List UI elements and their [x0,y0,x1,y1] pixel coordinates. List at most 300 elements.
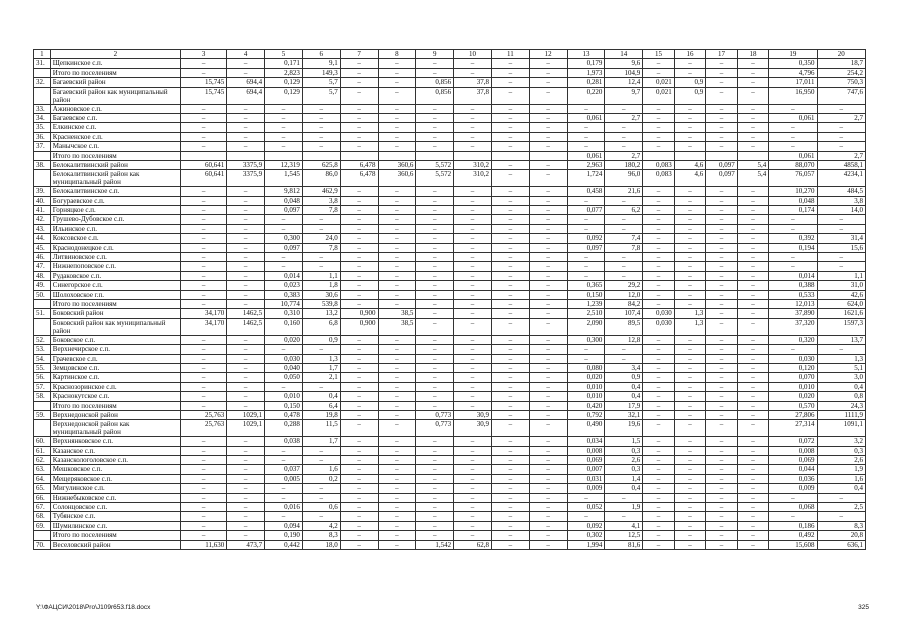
row-number-cell: 67. [34,503,51,512]
row-number-cell: 70. [34,540,51,549]
value-cell: – [302,262,340,271]
row-number-cell: 45. [34,243,51,252]
value-cell: 96,0 [605,170,643,187]
value-cell: – [378,493,416,502]
value-cell: – [737,335,769,344]
value-cell: – [737,196,769,205]
value-cell: – [378,68,416,77]
value-cell: – [181,290,227,299]
value-cell: 25,763 [181,420,227,437]
territory-name-cell: Багаевский район [50,78,180,87]
value-cell: – [737,290,769,299]
column-number-cell: 3 [181,50,227,59]
value-cell: – [378,224,416,233]
value-cell: 0,320 [769,335,817,344]
value-cell: – [340,401,378,410]
value-cell: 0,021 [643,87,675,104]
value-cell: – [643,345,675,354]
value-cell: 5,4 [737,160,769,169]
value-cell: – [181,465,227,474]
value-cell: 30,9 [454,420,492,437]
value-cell: – [706,540,738,549]
value-cell: – [706,243,738,252]
value-cell [265,151,303,160]
value-cell: – [817,132,865,141]
value-cell: – [227,290,265,299]
value-cell: – [340,531,378,540]
value-cell: 0,030 [643,309,675,318]
value-cell: – [737,503,769,512]
value-cell: – [265,113,303,122]
value-cell: – [674,299,706,308]
value-cell: 694,4 [227,78,265,87]
value-cell: 30,9 [454,410,492,419]
value-cell: – [416,215,454,224]
table-row [34,382,866,391]
value-cell: – [416,531,454,540]
value-cell: 5,572 [416,170,454,187]
table-row [34,68,866,77]
row-number-cell [34,401,51,410]
value-cell: 9,812 [265,187,303,196]
value-cell: 30,6 [302,290,340,299]
value-cell: – [378,299,416,308]
value-cell: 2,7 [817,151,865,160]
value-cell: – [567,215,605,224]
value-cell: – [737,493,769,502]
value-cell: – [302,253,340,262]
value-cell: 2,6 [605,456,643,465]
value-cell: – [529,59,567,68]
value-cell: – [706,196,738,205]
value-cell: – [340,474,378,483]
value-cell: – [454,262,492,271]
value-cell: – [817,215,865,224]
value-cell: – [227,196,265,205]
table-row [34,123,866,132]
value-cell: – [529,474,567,483]
value-cell: 0,3 [605,446,643,455]
value-cell: – [491,420,529,437]
value-cell: 0,350 [769,59,817,68]
value-cell: – [674,446,706,455]
value-cell: – [529,493,567,502]
value-cell: – [706,437,738,446]
value-cell: 7,4 [605,234,643,243]
value-cell: – [416,281,454,290]
value-cell: – [529,382,567,391]
value-cell: – [416,299,454,308]
value-cell: – [737,262,769,271]
value-cell: 1,6 [302,465,340,474]
value-cell: – [227,503,265,512]
value-cell: 0,038 [265,437,303,446]
value-cell: 0,300 [567,335,605,344]
value-cell: – [416,59,454,68]
value-cell: – [529,512,567,521]
value-cell: – [340,196,378,205]
value-cell: – [378,446,416,455]
value-cell: 0,083 [643,160,675,169]
value-cell: – [643,281,675,290]
value-cell: – [491,437,529,446]
row-number-cell: 55. [34,363,51,372]
row-number-cell: 58. [34,392,51,401]
value-cell: – [529,410,567,419]
value-cell: 0,9 [605,373,643,382]
value-cell: – [181,446,227,455]
value-cell: – [181,437,227,446]
table-row [34,196,866,205]
value-cell: – [737,465,769,474]
value-cell: – [737,281,769,290]
value-cell: 12,0 [605,290,643,299]
value-cell: – [529,446,567,455]
value-cell: – [454,345,492,354]
column-number-cell: 18 [737,50,769,59]
value-cell: 9,1 [302,59,340,68]
table-row [34,354,866,363]
value-cell: – [378,540,416,549]
value-cell: 1,7 [302,363,340,372]
table-row [34,151,866,160]
row-number-cell: 36. [34,132,51,141]
value-cell: 5,1 [817,363,865,372]
value-cell: 0,009 [567,484,605,493]
territory-name-cell: Ильинское с.п. [50,224,180,233]
value-cell: – [529,309,567,318]
territory-name-cell: Тубянское с.п. [50,512,180,521]
value-cell: – [567,345,605,354]
value-cell: 0,037 [265,465,303,474]
table-row [34,187,866,196]
value-cell: – [340,465,378,474]
value-cell: – [378,410,416,419]
value-cell: – [605,493,643,502]
value-cell: – [737,271,769,280]
value-cell: – [674,281,706,290]
value-cell: – [605,142,643,151]
value-cell: 0,150 [567,290,605,299]
value-cell: – [227,345,265,354]
value-cell: – [340,335,378,344]
value-cell: 0,220 [567,87,605,104]
territory-name-cell: Горняцкое с.п. [50,206,180,215]
value-cell: – [340,420,378,437]
value-cell: – [674,392,706,401]
table-row [34,335,866,344]
value-cell: – [454,531,492,540]
value-cell: – [302,132,340,141]
value-cell: – [491,345,529,354]
value-cell: – [454,243,492,252]
value-cell: 3,0 [817,373,865,382]
value-cell: – [769,142,817,151]
table-row [34,160,866,169]
territory-name-cell: Красненское с.п. [50,132,180,141]
table-row [34,392,866,401]
value-cell: – [529,345,567,354]
value-cell: – [181,335,227,344]
table-row [34,271,866,280]
value-cell: – [378,335,416,344]
value-cell: – [181,512,227,521]
value-cell: 0,010 [567,382,605,391]
table-row [34,363,866,372]
column-number-cell: 17 [706,50,738,59]
value-cell: – [416,318,454,335]
value-cell: 4,6 [674,160,706,169]
row-number-cell: 69. [34,521,51,530]
value-cell: – [227,493,265,502]
value-cell: – [181,215,227,224]
value-cell: 0,050 [265,373,303,382]
value-cell: – [181,484,227,493]
value-cell: – [737,345,769,354]
value-cell: – [302,142,340,151]
value-cell: 9,7 [605,87,643,104]
value-cell: – [340,363,378,372]
column-number-cell: 13 [567,50,605,59]
column-number-cell: 16 [674,50,706,59]
value-cell: – [340,215,378,224]
value-cell: – [454,503,492,512]
value-cell: – [674,215,706,224]
value-cell: – [605,262,643,271]
value-cell: – [416,345,454,354]
value-cell: – [643,123,675,132]
value-cell: 6,478 [340,160,378,169]
value-cell: 310,2 [454,160,492,169]
value-cell: – [491,142,529,151]
value-cell: – [340,78,378,87]
value-cell: 360,6 [378,170,416,187]
value-cell: – [340,262,378,271]
value-cell: – [737,446,769,455]
value-cell: 462,9 [302,187,340,196]
footer-file-path: Y:\ФАЦСИ\2018\Pro\J109r653.f18.docx [36,604,151,611]
value-cell: – [674,401,706,410]
value-cell: – [491,318,529,335]
value-cell: – [737,68,769,77]
value-cell: – [378,281,416,290]
value-cell: 37,8 [454,87,492,104]
territory-name-cell: Багаевское с.п. [50,113,180,122]
value-cell: – [706,503,738,512]
column-number-cell: 11 [491,50,529,59]
column-number-cell: 12 [529,50,567,59]
value-cell: 0,083 [643,170,675,187]
value-cell: – [227,224,265,233]
value-cell: – [674,234,706,243]
value-cell: – [643,196,675,205]
value-cell: – [302,113,340,122]
value-cell: – [454,196,492,205]
territory-name-cell: Грачевское с.п. [50,354,180,363]
value-cell: 21,6 [605,187,643,196]
value-cell: 0,061 [769,151,817,160]
value-cell: – [340,253,378,262]
row-number-cell [34,68,51,77]
column-number-cell: 8 [378,50,416,59]
value-cell: – [227,253,265,262]
value-cell: – [340,123,378,132]
value-cell: 0,097 [706,160,738,169]
value-cell: 0,281 [567,78,605,87]
value-cell: – [674,345,706,354]
value-cell: – [674,113,706,122]
value-cell: – [643,493,675,502]
value-cell: 1,542 [416,540,454,549]
value-cell: 1,3 [674,309,706,318]
value-cell: – [416,484,454,493]
value-cell: 0,072 [769,437,817,446]
value-cell: – [227,271,265,280]
territory-name-cell: Литвиновское с.п. [50,253,180,262]
value-cell: – [737,224,769,233]
value-cell: – [491,493,529,502]
value-cell: – [643,132,675,141]
value-cell: 310,2 [454,170,492,187]
value-cell: – [302,456,340,465]
value-cell: – [529,206,567,215]
value-cell [491,151,529,160]
value-cell: 0,900 [340,318,378,335]
territory-name-cell: Итого по поселениям [50,401,180,410]
value-cell: – [674,335,706,344]
value-cell: 3375,9 [227,160,265,169]
table-row [34,104,866,113]
value-cell: – [340,456,378,465]
value-cell: – [567,132,605,141]
row-number-cell: 42. [34,215,51,224]
value-cell: – [737,401,769,410]
value-cell: 10,270 [769,187,817,196]
value-cell: – [529,318,567,335]
value-cell: – [454,59,492,68]
column-number-cell: 10 [454,50,492,59]
value-cell: 107,4 [605,309,643,318]
value-cell: – [674,484,706,493]
value-cell: – [378,196,416,205]
value-cell: 0,773 [416,410,454,419]
value-cell: – [643,187,675,196]
row-number-cell: 50. [34,290,51,299]
value-cell: – [706,401,738,410]
row-number-cell: 57. [34,382,51,391]
value-cell: – [181,373,227,382]
value-cell: 0,080 [567,363,605,372]
value-cell: 0,016 [265,503,303,512]
value-cell: 12,5 [605,531,643,540]
value-cell: – [454,113,492,122]
value-cell: – [706,456,738,465]
value-cell: – [454,465,492,474]
value-cell: – [454,521,492,530]
value-cell: 11,5 [302,420,340,437]
table-row [34,78,866,87]
table-row [34,345,866,354]
value-cell: – [265,253,303,262]
value-cell: – [643,354,675,363]
value-cell: 7,8 [302,206,340,215]
territory-name-cell: Манычское с.п. [50,142,180,151]
row-number-cell: 49. [34,281,51,290]
row-number-cell: 47. [34,262,51,271]
value-cell: – [378,234,416,243]
value-cell: – [643,373,675,382]
table-row [34,243,866,252]
value-cell: 2,090 [567,318,605,335]
value-cell: – [227,299,265,308]
value-cell: – [227,512,265,521]
value-cell: – [340,234,378,243]
value-cell: – [643,540,675,549]
value-cell: – [567,271,605,280]
value-cell: – [643,531,675,540]
value-cell: – [737,59,769,68]
value-cell [674,151,706,160]
value-cell: 0,4 [605,382,643,391]
value-cell: – [567,196,605,205]
value-cell: – [706,318,738,335]
value-cell: – [817,345,865,354]
value-cell: – [378,104,416,113]
value-cell: – [769,224,817,233]
value-cell: 13,2 [302,309,340,318]
value-cell: 0,097 [706,170,738,187]
value-cell: – [674,540,706,549]
value-cell: 1,5 [605,437,643,446]
value-cell: – [567,224,605,233]
value-cell: – [181,123,227,132]
table-row [34,474,866,483]
value-cell: – [643,206,675,215]
value-cell: 2,510 [567,309,605,318]
value-cell: 1,994 [567,540,605,549]
value-cell: – [737,484,769,493]
row-number-cell: 59. [34,410,51,419]
value-cell: – [181,474,227,483]
value-cell: 1462,5 [227,309,265,318]
value-cell: – [181,243,227,252]
value-cell: – [227,474,265,483]
value-cell: – [181,206,227,215]
row-number-cell: 52. [34,335,51,344]
value-cell: – [454,290,492,299]
value-cell: – [227,531,265,540]
value-cell: – [737,318,769,335]
value-cell: 0,068 [769,503,817,512]
value-cell: – [340,503,378,512]
value-cell: – [454,299,492,308]
value-cell: 0,194 [769,243,817,252]
value-cell: – [181,456,227,465]
value-cell: – [529,170,567,187]
row-number-cell: 34. [34,113,51,122]
value-cell: – [769,253,817,262]
table-row [34,465,866,474]
value-cell [340,151,378,160]
value-cell: – [737,456,769,465]
value-cell: 0,030 [769,354,817,363]
value-cell: 0,171 [265,59,303,68]
value-cell: – [491,392,529,401]
value-cell: – [181,401,227,410]
value-cell: – [737,363,769,372]
value-cell: – [416,206,454,215]
value-cell: 0,092 [567,521,605,530]
